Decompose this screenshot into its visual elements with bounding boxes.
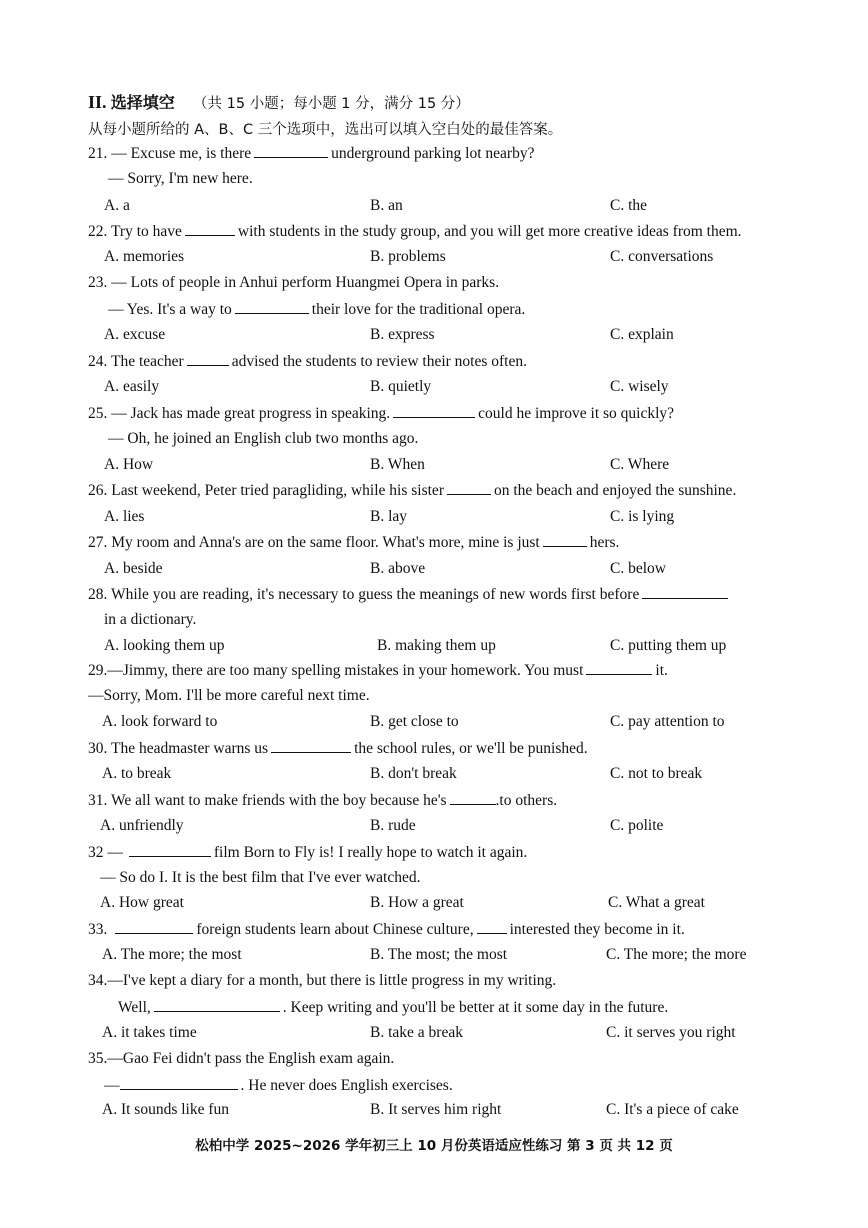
option-a: A. unfriendly <box>100 817 184 834</box>
option-a: A. How great <box>100 894 184 911</box>
option-c: C. it serves you right <box>606 1024 736 1041</box>
option-a: A. How <box>104 456 154 473</box>
question-35-line-2: — . He never does English exercises. <box>104 1077 453 1094</box>
option-b: B. take a break <box>370 1024 463 1041</box>
answer-blank <box>393 403 475 418</box>
option-b: B. The most; the most <box>370 946 508 963</box>
question-23: 23. — Lots of people in Anhui perform Huangmei Opera in parks. <box>88 274 500 291</box>
option-c: C. Where <box>610 456 670 473</box>
answer-blank <box>543 532 587 547</box>
question-34-line-2: Well, . Keep writing and you'll be better at it some day in the future. <box>118 999 669 1016</box>
answer-blank <box>642 584 728 599</box>
option-a: A. looking them up <box>104 637 225 654</box>
question-35: 35.—Gao Fei didn't pass the English exam again. <box>88 1050 395 1067</box>
option-c: C. pay attention to <box>610 713 725 730</box>
question-28-line-2: in a dictionary. <box>104 611 197 628</box>
option-c: C. polite <box>610 817 664 834</box>
answer-blank <box>254 143 328 158</box>
option-a: A. beside <box>104 560 163 577</box>
option-a: A. to break <box>102 765 172 782</box>
option-a: A. it takes time <box>102 1024 197 1041</box>
question-24: 24. The teacher advised the students to review their notes often. <box>88 353 527 370</box>
option-a: A. lies <box>104 508 145 525</box>
option-c: C. the <box>610 197 648 214</box>
answer-blank <box>586 660 652 675</box>
question-27: 27. My room and Anna's are on the same floor. What's more, mine is just hers. <box>88 534 620 551</box>
option-b: B. How a great <box>370 894 464 911</box>
option-a: A. The more; the most <box>102 946 242 963</box>
option-a: A. a <box>104 197 130 214</box>
answer-blank <box>235 299 309 314</box>
option-a: A. It sounds like fun <box>102 1101 230 1118</box>
question-22: 22. Try to have with students in the study group, and you will get more creative ideas from them. <box>88 223 742 240</box>
option-a: A. excuse <box>104 326 166 343</box>
answer-blank <box>187 351 229 366</box>
option-c: C. explain <box>610 326 674 343</box>
answer-blank <box>185 221 235 236</box>
option-b: B. It serves him right <box>370 1101 502 1118</box>
option-c: C. The more; the more <box>606 946 747 963</box>
question-25-line-2: — Oh, he joined an English club two months ago. <box>108 430 419 447</box>
option-a: A. easily <box>104 378 160 395</box>
option-b: B. get close to <box>370 713 459 730</box>
answer-blank <box>447 480 491 495</box>
section-instruction: 从每小题所给的 A、B、C 三个选项中，选出可以填入空白处的最佳答案。 <box>88 122 563 138</box>
option-b: B. quietly <box>370 378 432 395</box>
answer-blank <box>477 919 507 934</box>
option-b: B. above <box>370 560 426 577</box>
option-c: C. not to break <box>610 765 703 782</box>
answer-blank <box>271 738 351 753</box>
option-a: A. memories <box>104 248 185 265</box>
page-footer: 松柏中学 2025~2026 学年初三上 10 月份英语适应性练习 第 3 页 共 12 页 <box>195 1138 673 1154</box>
option-c: C. is lying <box>610 508 675 525</box>
option-b: B. rude <box>370 817 416 834</box>
option-b: B. making them up <box>377 637 496 654</box>
question-26: 26. Last weekend, Peter tried paragliding, while his sister on the beach and enjoyed the sunshine. <box>88 482 737 499</box>
question-30: 30. The headmaster warns us the school rules, or we'll be punished. <box>88 740 588 757</box>
option-c: C. It's a piece of cake <box>606 1101 739 1118</box>
option-b: B. When <box>370 456 425 473</box>
option-b: B. lay <box>370 508 408 525</box>
option-c: C. putting them up <box>610 637 727 654</box>
question-29-line-2: —Sorry, Mom. I'll be more careful next time. <box>88 687 370 704</box>
section-title: 选择填空 <box>110 93 175 112</box>
option-b: B. don't break <box>370 765 457 782</box>
option-b: B. an <box>370 197 403 214</box>
question-21: 21. — Excuse me, is there underground parking lot nearby? <box>88 145 535 162</box>
section-number: II. <box>88 92 107 112</box>
question-31: 31. We all want to make friends with the boy because he's .to others. <box>88 792 558 809</box>
question-21-line-2: — Sorry, I'm new here. <box>108 170 253 187</box>
answer-blank <box>115 919 193 934</box>
option-c: C. below <box>610 560 666 577</box>
question-25: 25. — Jack has made great progress in speaking. could he improve it so quickly? <box>88 405 675 422</box>
option-c: C. conversations <box>610 248 714 265</box>
question-28: 28. While you are reading, it's necessary to guess the meanings of new words first before <box>88 584 731 605</box>
answer-blank <box>129 842 211 857</box>
answer-blank <box>120 1075 238 1090</box>
question-29: 29.—Jimmy, there are too many spelling mistakes in your homework. You must it. <box>88 662 668 679</box>
question-33: 33. foreign students learn about Chinese culture, interested they become in it. <box>88 921 685 938</box>
question-23-line-2: — Yes. It's a way to their love for the traditional opera. <box>108 301 526 318</box>
section-note: （共 15 小题；每小题 1 分，满分 15 分） <box>193 96 470 112</box>
option-c: C. wisely <box>610 378 669 395</box>
option-c: C. What a great <box>608 894 705 911</box>
question-32-line-2: — So do I. It is the best film that I've ever watched. <box>100 869 421 886</box>
answer-blank <box>154 997 280 1012</box>
option-b: B. express <box>370 326 435 343</box>
section-heading <box>88 90 470 113</box>
option-a: A. look forward to <box>102 713 218 730</box>
answer-blank <box>450 790 496 805</box>
question-34: 34.—I've kept a diary for a month, but there is little progress in my writing. <box>88 972 557 989</box>
question-32: 32 — film Born to Fly is! I really hope to watch it again. <box>88 844 528 861</box>
option-b: B. problems <box>370 248 446 265</box>
